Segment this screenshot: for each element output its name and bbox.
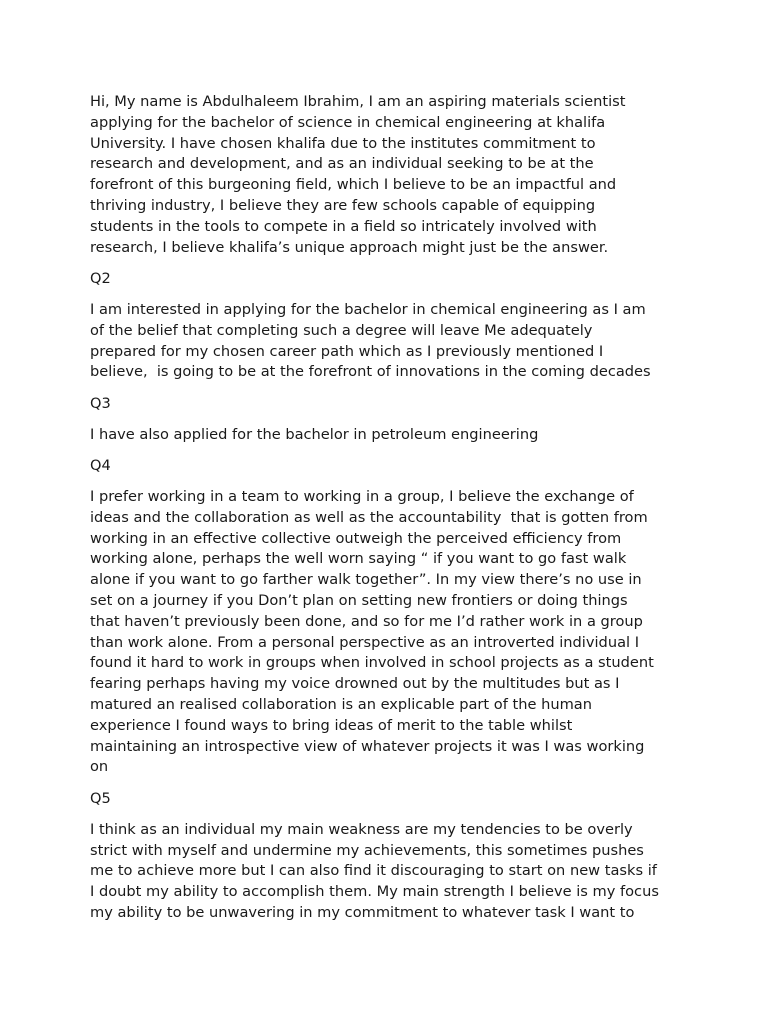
text-line: applying for the bachelor of science in chemical engineering at khalifa [90,113,606,131]
text-line: found it hard to work in groups when involved in school projects as a student [90,654,654,672]
text-line: University. I have chosen khalifa due to the institutes commitment to [90,134,596,152]
text-line: experience I found ways to bring ideas of merit to the table whilst [90,716,573,734]
text-line: working in an effective collective outweigh the perceived efficiency from [90,529,622,547]
text-line: I doubt my ability to accomplish them. My main strength I believe is my focus [90,883,659,901]
text-line: I am interested in applying for the bachelor in chemical engineering as I am [90,300,646,318]
text-line: fearing perhaps having my voice drowned out by the multitudes but as I [90,675,620,693]
text-line: matured an realised collaboration is an explicable part of the human [90,696,592,714]
text-line: research and development, and as an individual seeking to be at the [90,155,594,173]
text-line: me to achieve more but I can also find it discouraging to start on new tasks if [90,862,657,880]
text-line: set on a journey if you Don’t plan on setting new frontiers or doing things [90,592,628,610]
text-line: research, I believe khalifa’s unique approach might just be the answer. [90,238,609,256]
q2-paragraph [90,300,682,383]
text-line: alone if you want to go farther walk together”. In my view there’s no use in [90,571,642,589]
text-line: forefront of this burgeoning field, which I believe to be an impactful and [90,176,617,194]
question-label-q5: Q5 [90,789,111,807]
q3-paragraph [90,425,682,446]
text-line: on [90,758,109,776]
text-line: of the belief that completing such a degree will leave Me adequately [90,321,593,339]
text-line: than work alone. From a personal perspective as an introverted individual I [90,633,640,651]
text-line: thriving industry, I believe they are few schools capable of equipping [90,196,596,214]
text-line: that haven’t previously been done, and so for me I’d rather work in a group [90,612,643,630]
text-line: Hi, My name is Abdulhaleem Ibrahim, I am an aspiring materials scientist [90,93,626,110]
text-line: maintaining an introspective view of whatever projects it was I was working [90,737,645,755]
intro-paragraph [90,92,682,258]
question-label-q4: Q4 [90,456,111,474]
text-line: strict with myself and undermine my achievements, this sometimes pushes [90,841,644,859]
text-line: I think as an individual my main weakness are my tendencies to be overly [90,820,633,838]
document-page [90,92,682,934]
q4-paragraph [90,487,682,778]
question-label-q3: Q3 [90,394,111,412]
text-line: I prefer working in a team to working in a group, I believe the exchange of [90,488,634,506]
question-label-q2: Q2 [90,269,111,287]
text-line: working alone, perhaps the well worn saying “ if you want to go fast walk [90,550,627,568]
text-line: believe, is going to be at the forefront of innovations in the coming decades [90,363,651,381]
text-line: ideas and the collaboration as well as the accountability that is gotten from [90,508,648,526]
q5-paragraph [90,820,682,924]
text-line: students in the tools to compete in a field so intricately involved with [90,217,597,235]
text-line: my ability to be unwavering in my commitment to whatever task I want to [90,904,635,922]
text-line: prepared for my chosen career path which as I previously mentioned I [90,342,604,360]
text-line: I have also applied for the bachelor in petroleum engineering [90,425,539,443]
